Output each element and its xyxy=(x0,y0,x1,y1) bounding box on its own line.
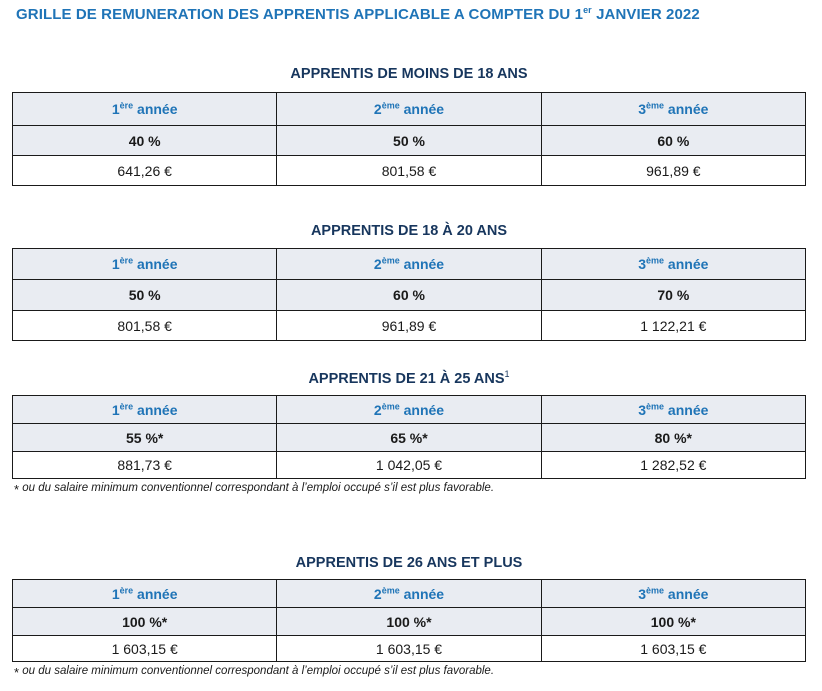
year-header-1: 1ère année xyxy=(13,396,277,424)
year-header-row xyxy=(13,580,806,608)
footnote-26-plus: * ou du salaire minimum conventionnel correspondant à l’emploi occupé s’il est plus favorable. xyxy=(14,665,495,680)
percentage-row xyxy=(13,424,806,452)
percentage-cell: 60 % xyxy=(541,126,805,156)
amount-row xyxy=(13,636,806,662)
amount-row xyxy=(13,156,806,186)
year-header-row xyxy=(13,249,806,280)
year-header-2: 2ème année xyxy=(277,93,541,126)
amount-cell: 801,58 € xyxy=(277,156,541,186)
amount-cell: 961,89 € xyxy=(277,311,541,341)
page-title: GRILLE DE REMUNERATION DES APPRENTIS APPLICABLE A COMPTER DU 1er JANVIER 2022 xyxy=(16,5,700,23)
amount-cell: 961,89 € xyxy=(541,156,805,186)
year-header-row xyxy=(13,93,806,126)
amount-cell: 641,26 € xyxy=(13,156,277,186)
percentage-cell: 100 %* xyxy=(13,608,277,636)
footnote-marker: * xyxy=(14,482,20,497)
section-title-18-20: APPRENTIS DE 18 À 20 ANS xyxy=(310,223,508,239)
section-title-under-18: APPRENTIS DE MOINS DE 18 ANS xyxy=(290,66,528,82)
percentage-cell: 65 %* xyxy=(277,424,541,452)
amount-cell: 1 603,15 € xyxy=(13,636,277,662)
amount-cell: 1 282,52 € xyxy=(541,452,805,479)
year-header-3: 3ème année xyxy=(541,396,805,424)
year-header-row xyxy=(13,396,806,424)
percentage-cell: 55 %* xyxy=(13,424,277,452)
amount-cell: 801,58 € xyxy=(13,311,277,341)
percentage-row xyxy=(13,280,806,311)
section-title-21-25: APPRENTIS DE 21 À 25 ANS$^1$ xyxy=(308,369,510,387)
amount-row xyxy=(13,452,806,479)
section-title-26-plus: APPRENTIS DE 26 ANS ET PLUS xyxy=(295,555,523,571)
year-header-2: 2ème année xyxy=(277,396,541,424)
percentage-cell: 100 %* xyxy=(277,608,541,636)
rate-table-under-18 xyxy=(12,92,806,186)
percentage-cell: 50 % xyxy=(277,126,541,156)
year-header-2: 2ème année xyxy=(277,249,541,280)
amount-cell: 1 603,15 € xyxy=(541,636,805,662)
amount-cell: 1 603,15 € xyxy=(277,636,541,662)
year-header-1: 1ère année xyxy=(13,249,277,280)
percentage-row xyxy=(13,608,806,636)
rate-table-21-25 xyxy=(12,395,806,479)
amount-row xyxy=(13,311,806,341)
year-header-3: 3ème année xyxy=(541,580,805,608)
percentage-row xyxy=(13,126,806,156)
percentage-cell: 50 % xyxy=(13,280,277,311)
percentage-cell: 40 % xyxy=(13,126,277,156)
year-header-1: 1ère année xyxy=(13,580,277,608)
percentage-cell: 100 %* xyxy=(541,608,805,636)
amount-cell: 881,73 € xyxy=(13,452,277,479)
year-header-3: 3ème année xyxy=(541,93,805,126)
rate-table-26-plus xyxy=(12,579,806,662)
percentage-cell: 80 %* xyxy=(541,424,805,452)
year-header-2: 2ème année xyxy=(277,580,541,608)
percentage-cell: 70 % xyxy=(541,280,805,311)
amount-cell: 1 042,05 € xyxy=(277,452,541,479)
footnote-marker: * xyxy=(14,665,20,680)
percentage-cell: 60 % xyxy=(277,280,541,311)
amount-cell: 1 122,21 € xyxy=(541,311,805,341)
rate-table-18-20 xyxy=(12,248,806,341)
footnote-21-25: * ou du salaire minimum conventionnel correspondant à l’emploi occupé s’il est plus favorable. xyxy=(14,482,495,497)
year-header-1: 1ère année xyxy=(13,93,277,126)
year-header-3: 3ème année xyxy=(541,249,805,280)
